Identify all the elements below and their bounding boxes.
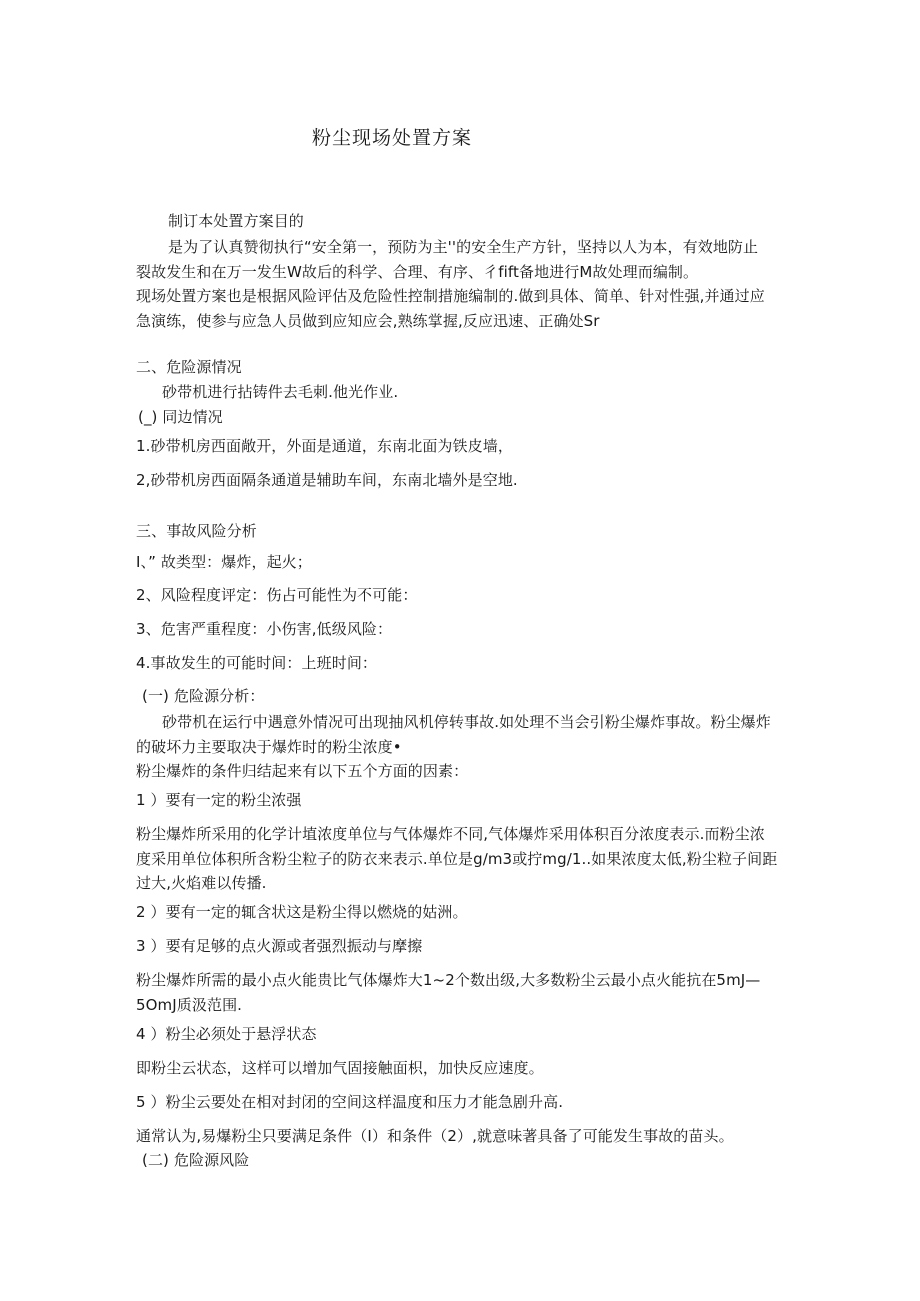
subsection-heading: (二) 危险源风险 [142,1151,250,1169]
paragraph-line: 粉尘爆炸所采用的化学计埴浓度单位与气体爆炸不同,气体爆炸采用体积百分浓度表示.而粉尘浓 [136,825,765,843]
paragraph-line: 裂故发生和在万一发生W故后的科学、合理、有序、彳fift备地进行M故处理而编制。 [136,263,699,281]
list-item: 4.事故发生的可能时间：上班时间： [136,654,378,672]
subsection-heading: (_) 同边情况 [138,408,223,426]
paragraph-line: 度采用单位体积所含粉尘粒子的防衣来表示.单位是g∕m3或拧mg/1..如果浓度太低,粉尘粒子间距 [136,850,778,868]
paragraph-line: 粉尘爆炸所需的最小点火能贵比气体爆炸大1~2个数出级,大多数粉尘云最小点火能抗在5mJ— [136,971,761,989]
list-item: 2 ）要有一定的辄含状这是粉尘得以燃烧的姑洲。 [136,903,468,921]
list-item: 1 ）要有一定的粉尘浓强 [136,791,302,809]
section-heading-risk-analysis: 三、事故风险分析 [136,522,257,540]
list-item: 5 ）粉尘云要处在相对封闭的空间这样温度和压力才能急剧升高. [136,1093,564,1111]
list-item: 2、风险程度评定：伤占可能性为不可能： [136,586,418,604]
paragraph-line: 是为了认真赞彻执行“安全第一，预防为主''的安全生产方针，坚持以人为本，有效地防止 [168,238,759,256]
paragraph-line: 砂带机进行拈铸件去毛刺.他光作业. [162,383,399,401]
list-item: I、” 故类型：爆炸，起火； [136,553,312,571]
document-title: 粉尘现场处置方案 [312,127,473,149]
paragraph-line: 现场处置方案也是根据风险评估及危险性控制措施编制的.做到具体、简单、针对性强,并通过应 [136,287,765,305]
list-item: 3 ）要有足够的点火源或者强烈振动与摩擦 [136,937,423,955]
list-item: 4 ）粉尘必须处于悬浮状态 [136,1025,317,1043]
list-item: 2,砂带机房西面隔条通道是辅助车间，东南北墙外是空地. [136,471,518,489]
section-heading-hazard-source: 二、危险源情况 [136,358,242,376]
paragraph-line: 通常认为,易爆粉尘只要满足条件（I）和条件（2）,就意味著具备了可能发生事故的苗头。 [136,1127,734,1145]
subsection-heading: (一) 危险源分析： [142,687,265,705]
paragraph-line: 砂带机在运行中遇意外情况可出现抽风机停转事故.如处理不当会引粉尘爆炸事故。粉尘爆炸 [162,713,771,731]
paragraph-line: 即粉尘云状态，这样可以增加气固接触面枳，加快反应速度。 [136,1059,544,1077]
paragraph-line: 粉尘爆炸的条件归结起来有以下五个方面的因素： [136,762,469,780]
paragraph-line: 的破坏力主要取决于爆炸时的粉尘浓度• [136,738,402,756]
list-item: 3、危害严重程度：小伤害,低级风险： [136,620,393,638]
purpose-heading: 制订本处置方案目的 [168,212,304,230]
paragraph-line: 急演练，使参与应急人员做到应知应会,熟练掌握,反应迅速、正确处Sr [136,312,600,330]
list-item: 1.砂带机房西面敞开，外面是通道，东南北面为铁皮墙， [136,437,513,455]
paragraph-line: 过大,火焰难以传播. [136,874,267,892]
paragraph-line: 5OmJ质汲范围. [136,996,243,1014]
